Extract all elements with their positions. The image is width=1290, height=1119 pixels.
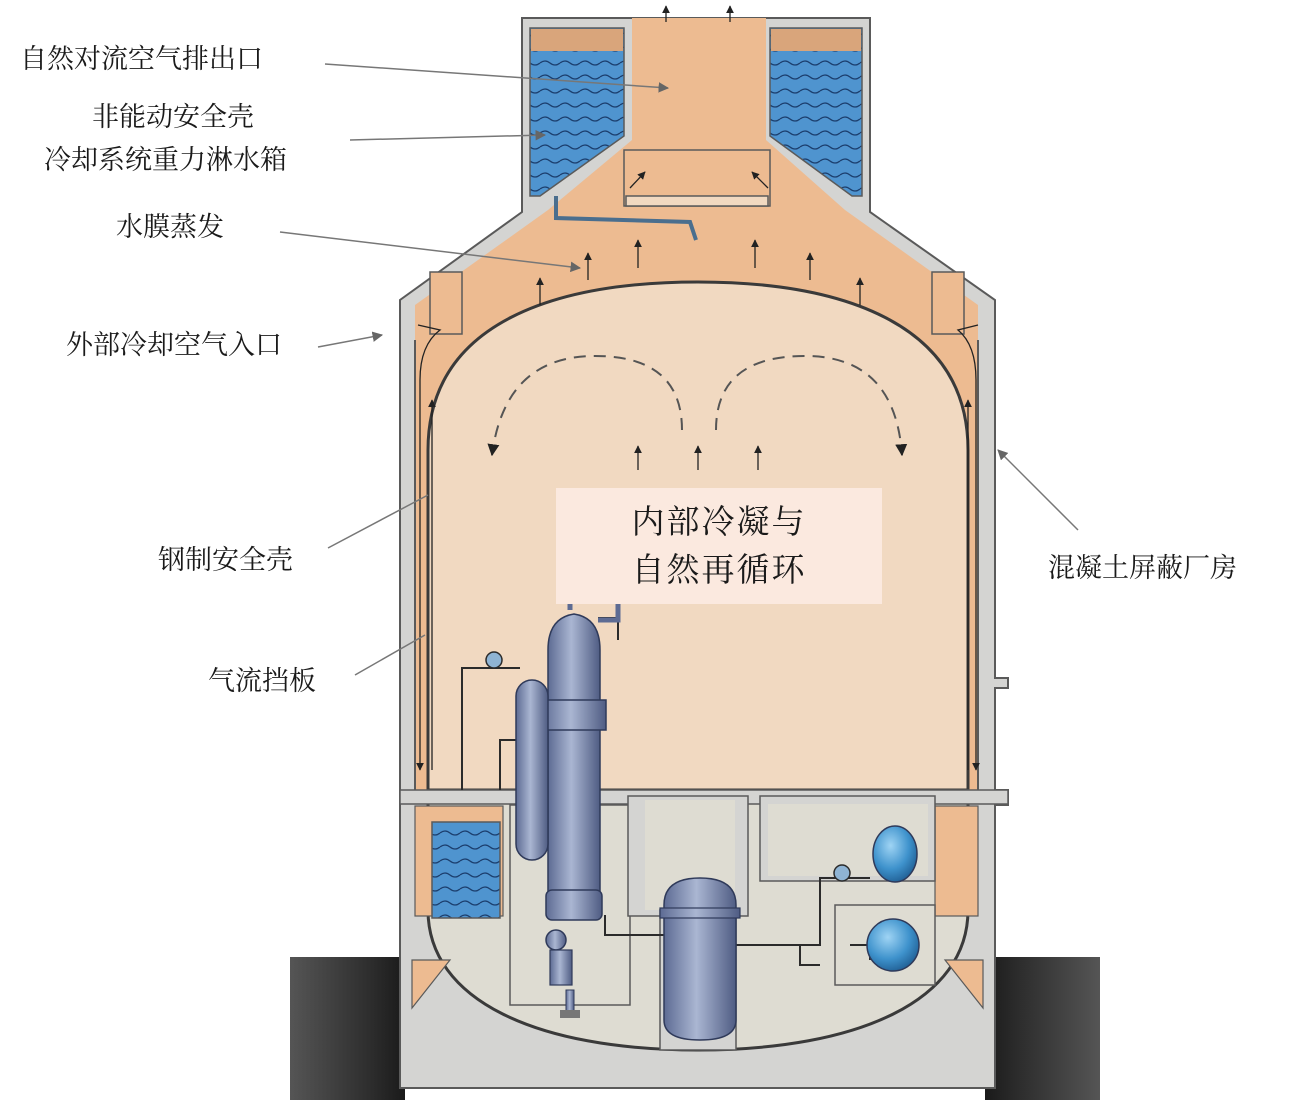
label-tank-line2: 冷却系统重力淋水箱 [44,145,287,176]
pressurizer [516,680,548,860]
valve-icon [834,865,850,881]
core-makeup-tank [873,826,917,882]
center-caption-line2: 自然再循环 [631,550,807,589]
air-inlet-right-block [932,272,964,334]
label-steel-containment: 钢制安全壳 [158,545,293,576]
water-tank-right-air [771,29,861,51]
center-caption-box [556,488,882,604]
lower-gap-right [935,806,978,916]
reactor-vessel [660,878,740,1040]
center-caption-line1: 内部冷凝与 [631,502,807,542]
label-baffle: 气流挡板 [208,666,316,697]
accumulator [867,919,919,971]
irwst-tank [432,822,500,918]
ground-left [290,957,405,1100]
air-inlet-left-block [430,272,462,334]
label-exhaust: 自然对流空气排出口 [20,44,263,75]
ground-right [985,957,1100,1100]
label-tank-line1: 非能动安全壳 [92,102,254,133]
chimney-plate [626,196,768,206]
water-tank-left-air [531,29,623,51]
label-evaporation: 水膜蒸发 [116,212,224,243]
label-air-inlet: 外部冷却空气入口 [66,330,282,361]
label-shield-building: 混凝土屏蔽厂房 [1048,553,1237,584]
valve-icon [486,652,502,668]
